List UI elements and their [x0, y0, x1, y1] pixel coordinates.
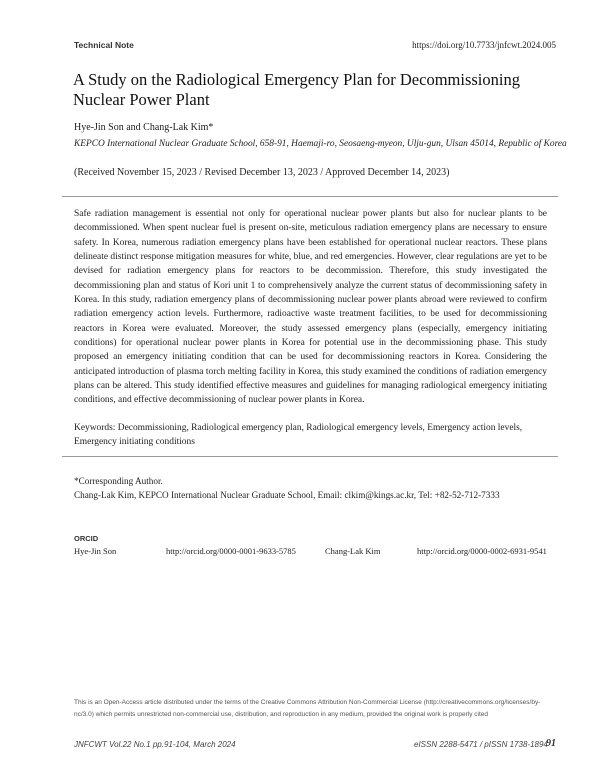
author-affiliation: KEPCO International Nuclear Graduate School, 658-91, Haemaji-ro, Seosaeng-myeon, Ulju-gun, Ulsan 45014, Republic of Korea	[74, 139, 567, 149]
article-type-label: Technical Note	[74, 40, 134, 50]
corresponding-author-detail: Chang-Lak Kim, KEPCO International Nuclear Graduate School, Email: clkim@kings.ac.kr, Tel: +82-52-712-7333	[74, 490, 500, 500]
corresponding-author-label: *Corresponding Author.	[74, 476, 163, 486]
journal-citation: JNFCWT Vol.22 No.1 pp.91-104, March 2024	[74, 740, 236, 749]
abstract-top-rule	[62, 196, 558, 197]
submission-dates: (Received November 15, 2023 / Revised December 13, 2023 / Approved December 14, 2023)	[74, 167, 450, 178]
article-title: A Study on the Radiological Emergency Plan for Decommissioning Nuclear Power Plant	[73, 70, 520, 109]
page-number: 91	[546, 738, 556, 749]
orcid-name: Chang-Lak Kim	[325, 546, 381, 556]
doi-link[interactable]: https://doi.org/10.7733/jnfcwt.2024.005	[412, 40, 556, 50]
orcid-link[interactable]: http://orcid.org/0000-0002-6931-9541	[417, 546, 547, 556]
keywords: Keywords: Decommissioning, Radiological emergency plan, Radiological emergency levels, Emergency action levels, Emergency initiating conditions	[74, 423, 523, 448]
license-notice: This is an Open-Access article distributed under the terms of the Creative Commons Attribution Non-Commercial License (http://creativecommons.org/licenses/by-nc/3.0) which permits unrestricted non-commercial use, distribution, and reproduction in any medium, provided the original work is properly cited	[74, 699, 541, 718]
orcid-heading: ORCID	[74, 534, 99, 543]
orcid-link[interactable]: http://orcid.org/0000-0001-9633-5785	[166, 546, 296, 556]
abstract-text: Safe radiation management is essential not only for operational nuclear power plants but also for nuclear plants to be decommissioned. When spent nuclear fuel is present on-site, meticulous radiation emergency plans are necessary to ensure safety. In Korea, numerous radiation emergency plans have been established for operational nuclear reactors. These plans delineate distinct response mitigation measures for white, blue, and red emergencies. However, clear regulations are yet to be devised for radiation emergency plans for reactors to be decommission. Therefore, this study investigated the decommissioning plan and status of Kori unit 1 to comprehensively analyze the current status of decommissioning safety in Korea. In this study, radiation emergency plans of decommissioning nuclear power plants abroad were reviewed to confirm radiation emergency action levels. Furthermore, radioactive waste treatment facilities, to be used for decommissioning reactors in Korea were evaluated. Moreover, the study assessed emergency plans (especially, emergency initiating conditions) for operational nuclear power plants in Korea for potential use in the decommissioning phase. This study proposed an emergency initiating condition that can be used for decommissioning reactors in Korea. Considering the anticipated introduction of plasma torch melting facility in Korea, this study examined the conditions of radiation emergency plans can be altered. This study identified effective measures and guidelines for managing radiological emergency initiating conditions, and effective decommissioning of nuclear power plants in Korea.	[74, 209, 547, 406]
issn-info: eISSN 2288-5471 / pISSN 1738-1894	[414, 740, 548, 749]
abstract-bottom-rule	[62, 456, 558, 457]
author-list: Hye-Jin Son and Chang-Lak Kim*	[74, 122, 214, 133]
orcid-name: Hye-Jin Son	[74, 546, 117, 556]
